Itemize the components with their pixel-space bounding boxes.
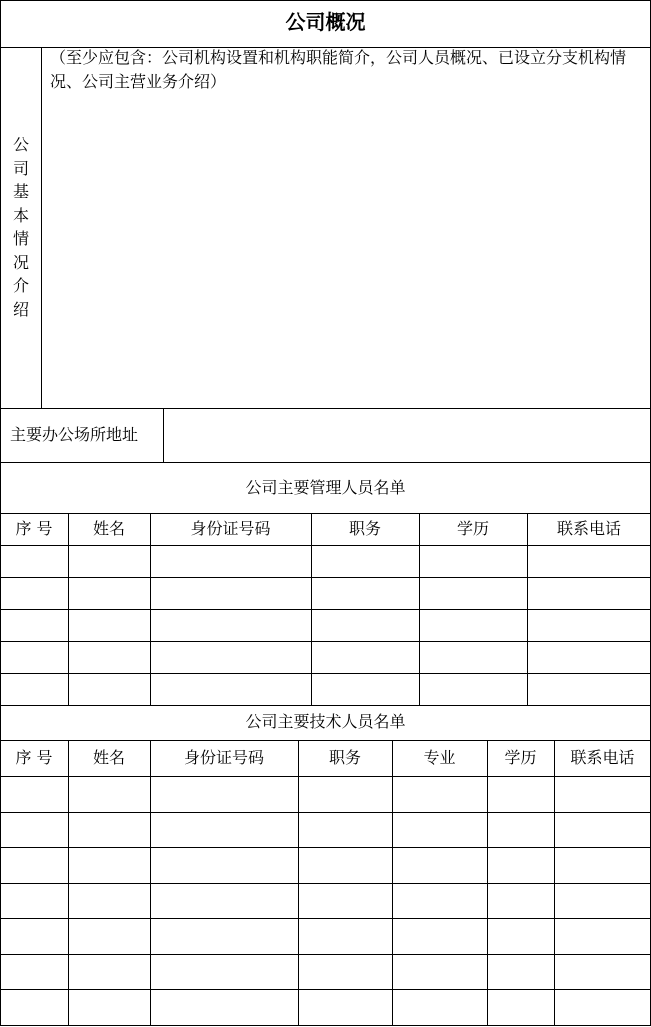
table-cell[interactable] [69,848,150,883]
table-cell[interactable] [488,919,554,954]
table-cell[interactable] [1,674,68,705]
basic-info-field[interactable] [42,96,650,407]
divider [0,705,651,706]
table-cell[interactable] [1,610,68,641]
table-cell[interactable] [69,955,150,989]
table-cell[interactable] [151,919,298,954]
table-cell[interactable] [528,642,651,673]
table-cell[interactable] [420,546,527,577]
table-cell[interactable] [488,777,554,812]
basic-info-label: 公司基本情况介绍 [12,135,29,319]
table-cell[interactable] [393,848,487,883]
table-cell[interactable] [488,955,554,989]
table-cell[interactable] [312,642,419,673]
table-cell[interactable] [528,546,651,577]
table-cell[interactable] [420,578,527,609]
column-header: 姓名 [92,519,125,538]
table-cell[interactable] [299,884,392,918]
table-cell[interactable] [1,990,68,1025]
table-cell[interactable] [1,777,68,812]
table-cell[interactable] [528,578,651,609]
table-cell[interactable] [393,813,487,847]
table-cell[interactable] [151,955,298,989]
table-cell[interactable] [393,955,487,989]
table-cell[interactable] [393,919,487,954]
table-cell[interactable] [488,813,554,847]
table-cell[interactable] [151,674,311,705]
column-header: 联系电话 [556,519,621,538]
table-cell[interactable] [151,990,298,1025]
column-header: 职务 [328,748,361,767]
table-cell[interactable] [393,990,487,1025]
mgmt-section-title: 公司主要管理人员名单 [245,478,406,497]
table-cell[interactable] [312,578,419,609]
column-header: 身份证号码 [183,748,264,767]
table-cell[interactable] [312,546,419,577]
table-cell[interactable] [69,990,150,1025]
table-cell[interactable] [299,990,392,1025]
table-cell[interactable] [528,610,651,641]
table-cell[interactable] [69,642,150,673]
table-cell[interactable] [312,674,419,705]
table-cell[interactable] [151,610,311,641]
table-cell[interactable] [1,955,68,989]
table-cell[interactable] [151,642,311,673]
form-title: 公司概况 [285,10,366,34]
table-cell[interactable] [69,813,150,847]
table-cell[interactable] [69,610,150,641]
table-cell[interactable] [393,777,487,812]
table-cell[interactable] [1,813,68,847]
divider [163,408,164,462]
column-header: 姓名 [92,748,125,767]
column-header: 学历 [504,748,537,767]
table-cell[interactable] [1,642,68,673]
table-cell[interactable] [420,610,527,641]
address-label: 主要办公场所地址 [10,425,139,444]
table-cell[interactable] [1,884,68,918]
column-header: 序 号 [15,748,53,767]
address-field[interactable] [170,412,645,458]
table-cell[interactable] [151,546,311,577]
table-cell[interactable] [555,848,651,883]
table-cell[interactable] [299,955,392,989]
divider [0,462,651,463]
table-cell[interactable] [151,884,298,918]
table-cell[interactable] [420,642,527,673]
table-cell[interactable] [488,848,554,883]
table-cell[interactable] [528,674,651,705]
table-cell[interactable] [1,578,68,609]
basic-info-note: （至少应包含：公司机构设置和机构职能简介，公司人员概况、已设立分支机构情况、公司主营业务介绍） [50,48,627,91]
table-cell[interactable] [555,990,651,1025]
table-cell[interactable] [69,777,150,812]
table-cell[interactable] [299,848,392,883]
grid-line [0,1025,651,1026]
table-cell[interactable] [312,610,419,641]
table-cell[interactable] [299,919,392,954]
column-header: 专业 [423,748,456,767]
table-cell[interactable] [299,813,392,847]
table-cell[interactable] [488,884,554,918]
table-cell[interactable] [69,674,150,705]
table-cell[interactable] [555,919,651,954]
table-cell[interactable] [69,546,150,577]
column-header: 身份证号码 [190,519,271,538]
table-cell[interactable] [69,919,150,954]
table-cell[interactable] [151,777,298,812]
table-cell[interactable] [299,777,392,812]
table-cell[interactable] [488,990,554,1025]
table-cell[interactable] [555,955,651,989]
table-cell[interactable] [1,848,68,883]
table-cell[interactable] [151,848,298,883]
table-cell[interactable] [393,884,487,918]
table-cell[interactable] [420,674,527,705]
column-header: 序 号 [15,519,53,538]
table-cell[interactable] [69,884,150,918]
column-header: 学历 [456,519,489,538]
table-cell[interactable] [151,578,311,609]
table-cell[interactable] [151,813,298,847]
table-cell[interactable] [555,813,651,847]
column-header: 职务 [348,519,381,538]
divider [0,408,651,409]
column-header: 联系电话 [570,748,635,767]
table-cell[interactable] [1,546,68,577]
table-cell[interactable] [555,884,651,918]
table-cell[interactable] [555,777,651,812]
table-cell[interactable] [1,919,68,954]
tech-section-title: 公司主要技术人员名单 [245,712,406,731]
table-cell[interactable] [69,578,150,609]
